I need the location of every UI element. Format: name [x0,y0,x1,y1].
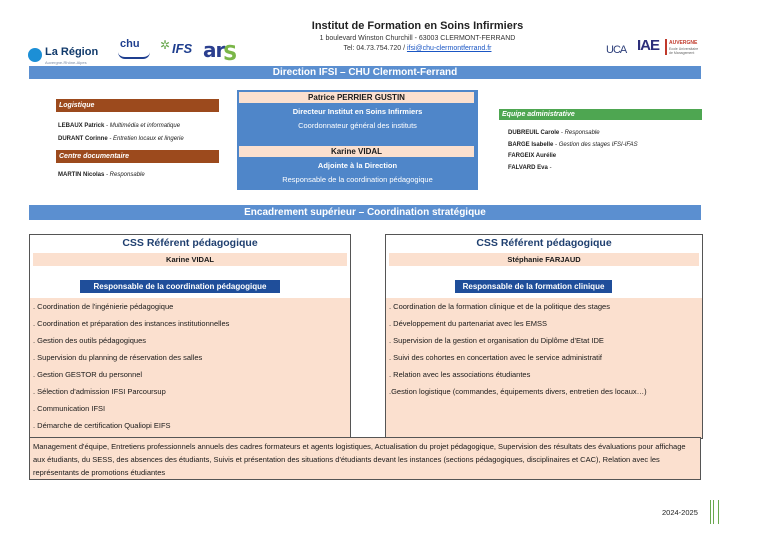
director-subtitle: Coordonnateur général des instituts [298,121,417,130]
encadrement-banner: Encadrement supérieur – Coordination stratégique [29,205,701,220]
list-item: . Sélection d'admission IFSI Parcoursup [33,387,166,396]
iae-logo [637,37,703,57]
person-name: BARGE Isabelle [508,142,554,148]
list-item: . Communication IFSI [33,404,106,413]
person-name: MARTIN Nicolas [58,172,105,178]
chu-logo-text: chu [120,38,140,50]
list-item: . Démarche de certification Qualiopi EIFS [33,421,171,430]
panel-role: Responsable de la formation clinique [455,280,612,293]
logistique-title: Logistique [56,99,219,112]
person-name: DURANT Corinne [58,136,108,142]
admin-title: Equipe administrative [499,109,702,120]
panel-task-list [386,298,702,438]
list-item: . Gestion GESTOR du personnel [33,370,143,379]
chu-wave-icon [118,52,150,59]
list-item: . Coordination et préparation des instances institutionnelles [33,319,230,328]
admin-line [508,153,556,159]
person-role: - [547,165,552,171]
deputy-name: Karine VIDAL [239,146,474,157]
person-role: - Multimédia et informatique [104,123,181,129]
admin-line [508,142,638,148]
list-item: . Gestion des outils pédagogiques [33,336,146,345]
panel-person-name: Stéphanie FARJAUD [389,253,699,266]
person-name: FALVARD Eva [508,165,548,171]
uca-logo [606,40,634,54]
ifs-figures-icon: ✲ [160,38,169,52]
person-role: - Responsable [559,130,600,136]
region-logo-name: La Région [45,46,99,58]
panel-title: CSS Référent pédagogique [476,237,612,249]
person-name: FARGEIX Aurélie [508,153,557,159]
ars-logo-text-a: ar [203,38,225,62]
panel-task-list [30,298,350,438]
iae-logo-text: IAE [637,37,660,54]
institute-title: Institut de Formation en Soins Infirmiers [311,20,524,32]
list-item: . Développement du partenariat avec les EMSS [389,319,548,328]
institute-address: 1 boulevard Winston Churchill - 63003 CLERMONT-FERRAND [319,35,516,42]
iae-divider-icon [665,39,667,55]
ifs-logo [160,36,194,60]
list-item: . Relation avec les associations étudiantes [389,370,531,379]
institute-tel: Tel: 04.73.754.720 / [343,45,407,52]
region-mark-icon [28,48,42,62]
iae-logo-sub: AUVERGNE [669,40,698,46]
uca-logo-text: UCA [606,44,627,56]
list-item: . Supervision du planning de réservation des salles [33,353,203,362]
panel-person-name: Karine VIDAL [33,253,347,266]
list-item: .Gestion logistique (commandes, équipements divers, entretien des locaux…) [389,387,647,396]
logistique-line [58,123,180,129]
list-item: . Supervision de la gestion et organisation du Diplôme d'Etat IDE [389,336,604,345]
left-referent-panel [29,234,351,439]
list-item: . Coordination de l'ingénierie pédagogique [33,302,174,311]
person-role: - Gestion des stages IFSI-IFAS [553,142,638,148]
deputy-subtitle: Responsable de la coordination pédagogique [282,175,433,184]
ars-logo-text-s: S [223,41,238,65]
iae-logo-sub2: Ecole Universitaire de Management [669,47,699,55]
admin-line [508,165,551,171]
documentation-title: Centre documentaire [56,150,219,163]
academic-year: 2024-2025 [662,508,698,517]
right-referent-panel [385,234,703,439]
institute-contact [250,45,585,52]
ars-logo [203,38,241,64]
management-note: Management d'équipe, Entretiens professionnels annuels des cadres formateurs et agents logistiques, Actualisation du projet pédagogique, Supervision des résultats des évaluations pour affichage aux étudiants, du SESS, des absences des étudiants, Suivis et présentation des situations d'étudiants devant les instances (sections pédagogiques, disciplinaires et CAC), Relation avec les représentants de promotions étudiantes [29,437,701,480]
deputy-title: Adjointe à la Direction [317,161,398,170]
director-name: Patrice PERRIER GUSTIN [239,92,474,103]
logistique-line [58,136,184,142]
person-role: - Entretien locaux et lingerie [107,136,184,142]
person-name: LEBAUX Patrick [58,123,105,129]
list-item: . Coordination de la formation clinique et de la politique des stages [389,302,610,311]
director-title: Directeur Institut en Soins Infirmiers [292,107,423,116]
direction-banner: Direction IFSI – CHU Clermont-Ferrand [29,66,701,79]
la-region-logo [28,40,99,66]
institute-email-link[interactable]: ifsi@chu-clermontferrand.fr [406,45,492,52]
documentation-line [58,172,145,178]
person-name: DUBREUIL Carole [508,130,560,136]
year-bars-icon [710,500,719,524]
panel-role: Responsable de la coordination pédagogique [80,280,280,293]
direction-box [237,90,478,190]
panel-title: CSS Référent pédagogique [122,237,258,249]
chu-logo [118,38,152,60]
admin-line [508,130,600,136]
ifs-logo-text: IFS [172,41,193,56]
list-item: . Suivi des cohortes en concertation avec le service administratif [389,353,603,362]
region-logo-sub: Auvergne-Rhône-Alpes [45,60,87,65]
person-role: - Responsable [104,172,145,178]
